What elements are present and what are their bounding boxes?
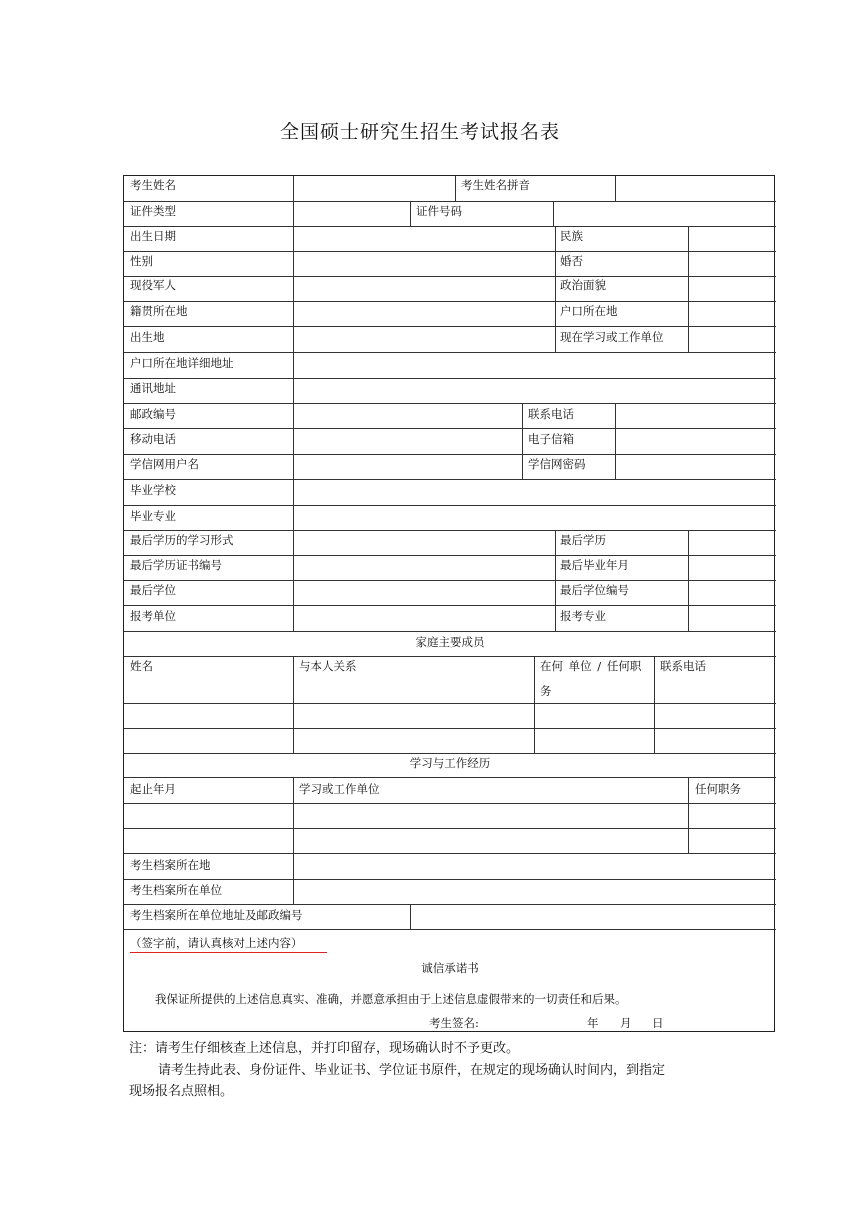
row-divider — [124, 479, 776, 480]
col-divider — [615, 403, 616, 479]
label-last-degree: 最后学位 — [130, 583, 176, 597]
col-divider — [654, 656, 655, 753]
col-divider — [293, 777, 294, 853]
label-birthplace: 出生地 — [130, 330, 165, 344]
label-archive-address: 考生档案所在单位地址及邮政编号 — [130, 908, 303, 922]
label-last-grad-date: 最后毕业年月 — [560, 558, 629, 572]
col-divider — [555, 226, 556, 352]
row-divider — [124, 226, 776, 227]
row-divider — [124, 505, 776, 506]
row-divider — [124, 276, 776, 277]
label-id-number: 证件号码 — [416, 204, 462, 218]
label-chsi-username: 学信网用户名 — [130, 457, 199, 471]
col-divider — [522, 403, 523, 479]
label-mobile-phone: 移动电话 — [130, 432, 176, 446]
col-divider — [555, 530, 556, 631]
col-divider — [455, 176, 456, 201]
row-divider — [124, 555, 776, 556]
label-graduate-major: 毕业专业 — [130, 509, 176, 523]
label-archive-unit: 考生档案所在单位 — [130, 883, 222, 897]
red-underline — [130, 952, 327, 953]
col-divider — [293, 176, 294, 631]
history-section-header: 学习与工作经历 — [409, 756, 491, 770]
col-divider — [688, 530, 689, 631]
label-apply-unit: 报考单位 — [130, 609, 176, 623]
col-divider — [410, 904, 411, 929]
label-postal-code: 邮政编号 — [130, 407, 176, 421]
row-divider — [124, 879, 776, 880]
label-gender: 性别 — [130, 254, 153, 268]
family-section-header: 家庭主要成员 — [415, 635, 485, 649]
row-divider — [124, 703, 776, 704]
label-email: 电子信箱 — [528, 432, 574, 446]
label-birth-date: 出生日期 — [130, 229, 176, 243]
label-last-degree-no: 最后学位编号 — [560, 583, 629, 597]
label-hukou-location: 户口所在地 — [560, 304, 618, 318]
label-chsi-password: 学信网密码 — [528, 457, 586, 471]
row-divider — [124, 656, 776, 657]
registration-form — [123, 175, 775, 1032]
col-divider — [293, 656, 294, 753]
row-divider — [124, 201, 776, 202]
label-marital-status: 婚否 — [560, 254, 583, 268]
pledge-title: 诚信承诺书 — [421, 961, 479, 975]
history-col-position: 任何职务 — [695, 782, 741, 796]
row-divider — [124, 428, 776, 429]
col-divider — [410, 201, 411, 226]
row-divider — [124, 853, 776, 854]
row-divider — [124, 403, 776, 404]
signature-month: 月 — [620, 1016, 632, 1030]
col-divider — [293, 853, 294, 904]
family-col-phone: 联系电话 — [660, 659, 706, 673]
row-divider — [124, 929, 776, 930]
row-divider — [124, 454, 776, 455]
label-political-status: 政治面貌 — [560, 278, 606, 292]
col-divider — [688, 777, 689, 853]
row-divider — [124, 803, 776, 804]
label-last-education: 最后学历 — [560, 533, 606, 547]
page-title: 全国硕士研究生招生考试报名表 — [279, 121, 560, 143]
row-divider — [124, 777, 776, 778]
row-divider — [124, 301, 776, 302]
label-last-study-form: 最后学历的学习形式 — [130, 533, 234, 547]
label-current-unit: 现在学习或工作单位 — [560, 330, 664, 344]
label-last-diploma-no: 最后学历证书编号 — [130, 558, 222, 572]
row-divider — [124, 631, 776, 632]
row-divider — [124, 605, 776, 606]
note-line-2: 请考生持此表、身份证件、毕业证书、学位证书原件，在规定的现场确认时间内，到指定 — [158, 1063, 666, 1078]
signature-year: 年 — [587, 1016, 599, 1030]
row-divider — [124, 728, 776, 729]
history-col-unit: 学习或工作单位 — [299, 782, 380, 796]
col-divider — [615, 176, 616, 201]
pledge-check-note: （签字前，请认真核对上述内容） — [130, 936, 303, 950]
row-divider — [124, 326, 776, 327]
row-divider — [124, 753, 776, 754]
row-divider — [124, 251, 776, 252]
label-name-pinyin: 考生姓名拼音 — [461, 178, 530, 192]
label-hukou-address: 户口所在地详细地址 — [130, 356, 234, 370]
family-col-name: 姓名 — [130, 659, 153, 673]
row-divider — [124, 828, 776, 829]
family-col-relation: 与本人关系 — [299, 659, 357, 673]
row-divider — [124, 904, 776, 905]
col-divider — [688, 226, 689, 352]
label-mailing-address: 通讯地址 — [130, 381, 176, 395]
row-divider — [124, 378, 776, 379]
label-id-type: 证件类型 — [130, 204, 176, 218]
row-divider — [124, 530, 776, 531]
label-archive-location: 考生档案所在地 — [130, 858, 211, 872]
label-native-place: 籍贯所在地 — [130, 304, 188, 318]
label-graduate-school: 毕业学校 — [130, 483, 176, 497]
note-line-3: 现场报名点照相。 — [129, 1084, 234, 1099]
family-col-position: 在何 单位 / 任何职务 — [540, 659, 642, 698]
signature-day: 日 — [652, 1016, 664, 1030]
row-divider — [124, 352, 776, 353]
history-col-period: 起止年月 — [130, 782, 176, 796]
note-line-1: 注：请考生仔细核查上述信息，并打印留存，现场确认时不予更改。 — [129, 1041, 520, 1056]
label-name: 考生姓名 — [130, 178, 176, 192]
label-contact-phone: 联系电话 — [528, 407, 574, 421]
pledge-body: 我保证所提供的上述信息真实、准确，并愿意承担由于上述信息虚假带来的一切责任和后果。 — [155, 992, 627, 1006]
label-apply-major: 报考专业 — [560, 609, 606, 623]
label-active-military: 现役军人 — [130, 278, 176, 292]
label-ethnicity: 民族 — [560, 229, 583, 243]
col-divider — [534, 656, 535, 753]
col-divider — [553, 201, 554, 226]
signature-label: 考生签名: — [429, 1016, 479, 1030]
row-divider — [124, 580, 776, 581]
